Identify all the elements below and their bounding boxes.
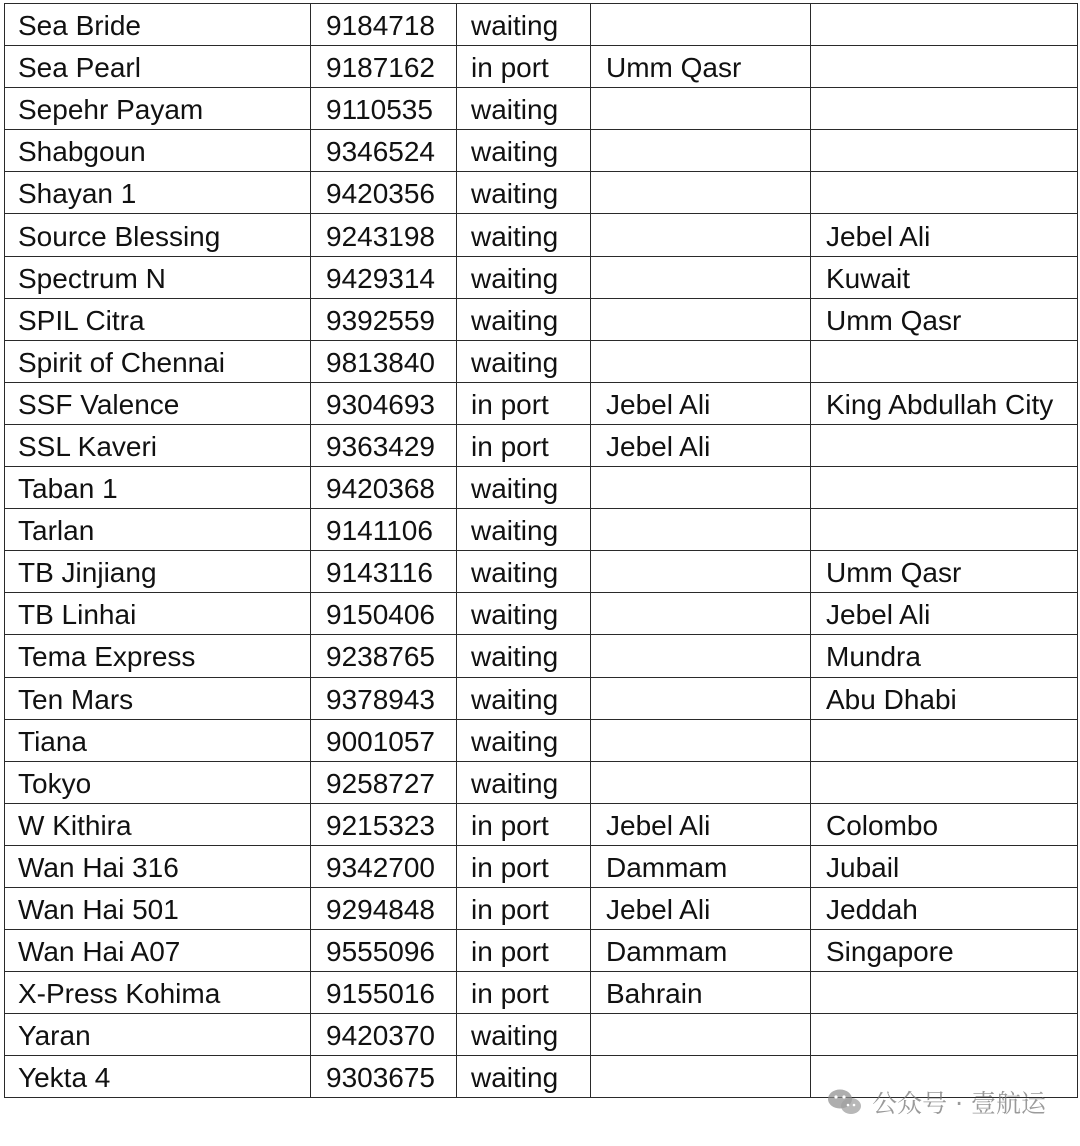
status-cell: waiting	[457, 256, 591, 298]
imo-cell: 9001057	[311, 719, 457, 761]
status-cell: in port	[457, 803, 591, 845]
port-cell	[591, 298, 811, 340]
vessel-table	[4, 3, 1078, 1098]
destination-cell: Abu Dhabi	[811, 677, 1078, 719]
table-row	[5, 256, 1078, 298]
destination-cell: Umm Qasr	[811, 551, 1078, 593]
port-cell	[591, 761, 811, 803]
vessel-name-cell: X-Press Kohima	[5, 972, 311, 1014]
port-cell	[591, 214, 811, 256]
status-cell: waiting	[457, 4, 591, 46]
imo-cell: 9555096	[311, 930, 457, 972]
wechat-icon	[826, 1087, 864, 1117]
vessel-name-cell: W Kithira	[5, 803, 311, 845]
vessel-name-cell: SSF Valence	[5, 382, 311, 424]
vessel-name-cell: Sea Bride	[5, 4, 311, 46]
table-row	[5, 214, 1078, 256]
destination-cell	[811, 172, 1078, 214]
table-row	[5, 130, 1078, 172]
status-cell: in port	[457, 845, 591, 887]
port-cell	[591, 4, 811, 46]
watermark-text: 公众号 · 壹航运	[872, 1089, 1046, 1118]
table-row	[5, 1014, 1078, 1056]
vessel-name-cell: Shayan 1	[5, 172, 311, 214]
imo-cell: 9143116	[311, 551, 457, 593]
port-cell	[591, 340, 811, 382]
imo-cell: 9155016	[311, 972, 457, 1014]
status-cell: in port	[457, 930, 591, 972]
port-cell	[591, 719, 811, 761]
port-cell: Jebel Ali	[591, 424, 811, 466]
watermark	[826, 1084, 1046, 1120]
port-cell: Dammam	[591, 930, 811, 972]
port-cell	[591, 677, 811, 719]
table-row	[5, 972, 1078, 1014]
destination-cell	[811, 1014, 1078, 1056]
destination-cell	[811, 424, 1078, 466]
port-cell	[591, 635, 811, 677]
port-cell	[591, 551, 811, 593]
table-row	[5, 761, 1078, 803]
vessel-name-cell: Wan Hai A07	[5, 930, 311, 972]
status-cell: waiting	[457, 635, 591, 677]
table-row	[5, 340, 1078, 382]
status-cell: waiting	[457, 719, 591, 761]
table-row	[5, 635, 1078, 677]
imo-cell: 9150406	[311, 593, 457, 635]
table-row	[5, 930, 1078, 972]
vessel-name-cell: Ten Mars	[5, 677, 311, 719]
status-cell: in port	[457, 382, 591, 424]
imo-cell: 9420368	[311, 467, 457, 509]
destination-cell	[811, 467, 1078, 509]
imo-cell: 9238765	[311, 635, 457, 677]
table-row	[5, 887, 1078, 929]
table-row	[5, 551, 1078, 593]
status-cell: waiting	[457, 88, 591, 130]
imo-cell: 9378943	[311, 677, 457, 719]
imo-cell: 9215323	[311, 803, 457, 845]
port-cell	[591, 88, 811, 130]
destination-cell: Singapore	[811, 930, 1078, 972]
table-row	[5, 382, 1078, 424]
port-cell: Dammam	[591, 845, 811, 887]
vessel-name-cell: Shabgoun	[5, 130, 311, 172]
vessel-name-cell: Tokyo	[5, 761, 311, 803]
destination-cell	[811, 972, 1078, 1014]
port-cell: Jebel Ali	[591, 803, 811, 845]
table-row	[5, 46, 1078, 88]
table-row	[5, 803, 1078, 845]
imo-cell: 9303675	[311, 1056, 457, 1098]
vessel-name-cell: TB Linhai	[5, 593, 311, 635]
status-cell: in port	[457, 887, 591, 929]
status-cell: waiting	[457, 214, 591, 256]
vessel-name-cell: Tema Express	[5, 635, 311, 677]
status-cell: waiting	[457, 340, 591, 382]
port-cell	[591, 467, 811, 509]
imo-cell: 9420370	[311, 1014, 457, 1056]
status-cell: waiting	[457, 1056, 591, 1098]
port-cell	[591, 1056, 811, 1098]
status-cell: waiting	[457, 130, 591, 172]
port-cell	[591, 593, 811, 635]
destination-cell	[811, 761, 1078, 803]
status-cell: waiting	[457, 593, 591, 635]
table-row	[5, 845, 1078, 887]
vessel-name-cell: SSL Kaveri	[5, 424, 311, 466]
destination-cell	[811, 509, 1078, 551]
imo-cell: 9258727	[311, 761, 457, 803]
table-row	[5, 509, 1078, 551]
port-cell	[591, 1014, 811, 1056]
vessel-name-cell: TB Jinjiang	[5, 551, 311, 593]
status-cell: waiting	[457, 298, 591, 340]
port-cell: Jebel Ali	[591, 382, 811, 424]
imo-cell: 9294848	[311, 887, 457, 929]
imo-cell: 9243198	[311, 214, 457, 256]
vessel-name-cell: Tarlan	[5, 509, 311, 551]
destination-cell	[811, 88, 1078, 130]
status-cell: in port	[457, 46, 591, 88]
vessel-name-cell: Sepehr Payam	[5, 88, 311, 130]
status-cell: waiting	[457, 509, 591, 551]
destination-cell	[811, 4, 1078, 46]
destination-cell: Mundra	[811, 635, 1078, 677]
port-cell: Bahrain	[591, 972, 811, 1014]
status-cell: waiting	[457, 467, 591, 509]
destination-cell: Jebel Ali	[811, 593, 1078, 635]
vessel-name-cell: SPIL Citra	[5, 298, 311, 340]
imo-cell: 9363429	[311, 424, 457, 466]
vessel-name-cell: Sea Pearl	[5, 46, 311, 88]
status-cell: in port	[457, 972, 591, 1014]
table-row	[5, 677, 1078, 719]
imo-cell: 9392559	[311, 298, 457, 340]
port-cell	[591, 130, 811, 172]
destination-cell	[811, 46, 1078, 88]
destination-cell: Jeddah	[811, 887, 1078, 929]
table-row	[5, 467, 1078, 509]
destination-cell	[811, 130, 1078, 172]
destination-cell: King Abdullah City	[811, 382, 1078, 424]
destination-cell: Jubail	[811, 845, 1078, 887]
imo-cell: 9420356	[311, 172, 457, 214]
vessel-name-cell: Tiana	[5, 719, 311, 761]
status-cell: waiting	[457, 172, 591, 214]
imo-cell: 9813840	[311, 340, 457, 382]
imo-cell: 9346524	[311, 130, 457, 172]
port-cell: Umm Qasr	[591, 46, 811, 88]
vessel-name-cell: Wan Hai 316	[5, 845, 311, 887]
imo-cell: 9187162	[311, 46, 457, 88]
port-cell	[591, 509, 811, 551]
destination-cell	[811, 340, 1078, 382]
vessel-name-cell: Source Blessing	[5, 214, 311, 256]
port-cell	[591, 172, 811, 214]
imo-cell: 9342700	[311, 845, 457, 887]
vessel-name-cell: Wan Hai 501	[5, 887, 311, 929]
status-cell: waiting	[457, 677, 591, 719]
status-cell: waiting	[457, 761, 591, 803]
imo-cell: 9141106	[311, 509, 457, 551]
destination-cell: Kuwait	[811, 256, 1078, 298]
vessel-name-cell: Yaran	[5, 1014, 311, 1056]
vessel-table-body	[5, 4, 1078, 1098]
imo-cell: 9304693	[311, 382, 457, 424]
imo-cell: 9110535	[311, 88, 457, 130]
status-cell: waiting	[457, 551, 591, 593]
port-cell: Jebel Ali	[591, 887, 811, 929]
vessel-name-cell: Spectrum N	[5, 256, 311, 298]
vessel-name-cell: Yekta 4	[5, 1056, 311, 1098]
table-row	[5, 298, 1078, 340]
table-row	[5, 88, 1078, 130]
imo-cell: 9429314	[311, 256, 457, 298]
table-row	[5, 4, 1078, 46]
table-row	[5, 172, 1078, 214]
destination-cell: Colombo	[811, 803, 1078, 845]
table-row	[5, 424, 1078, 466]
table-row	[5, 593, 1078, 635]
destination-cell	[811, 719, 1078, 761]
destination-cell: Jebel Ali	[811, 214, 1078, 256]
port-cell	[591, 256, 811, 298]
vessel-name-cell: Taban 1	[5, 467, 311, 509]
status-cell: in port	[457, 424, 591, 466]
table-row	[5, 719, 1078, 761]
imo-cell: 9184718	[311, 4, 457, 46]
status-cell: waiting	[457, 1014, 591, 1056]
vessel-name-cell: Spirit of Chennai	[5, 340, 311, 382]
destination-cell: Umm Qasr	[811, 298, 1078, 340]
